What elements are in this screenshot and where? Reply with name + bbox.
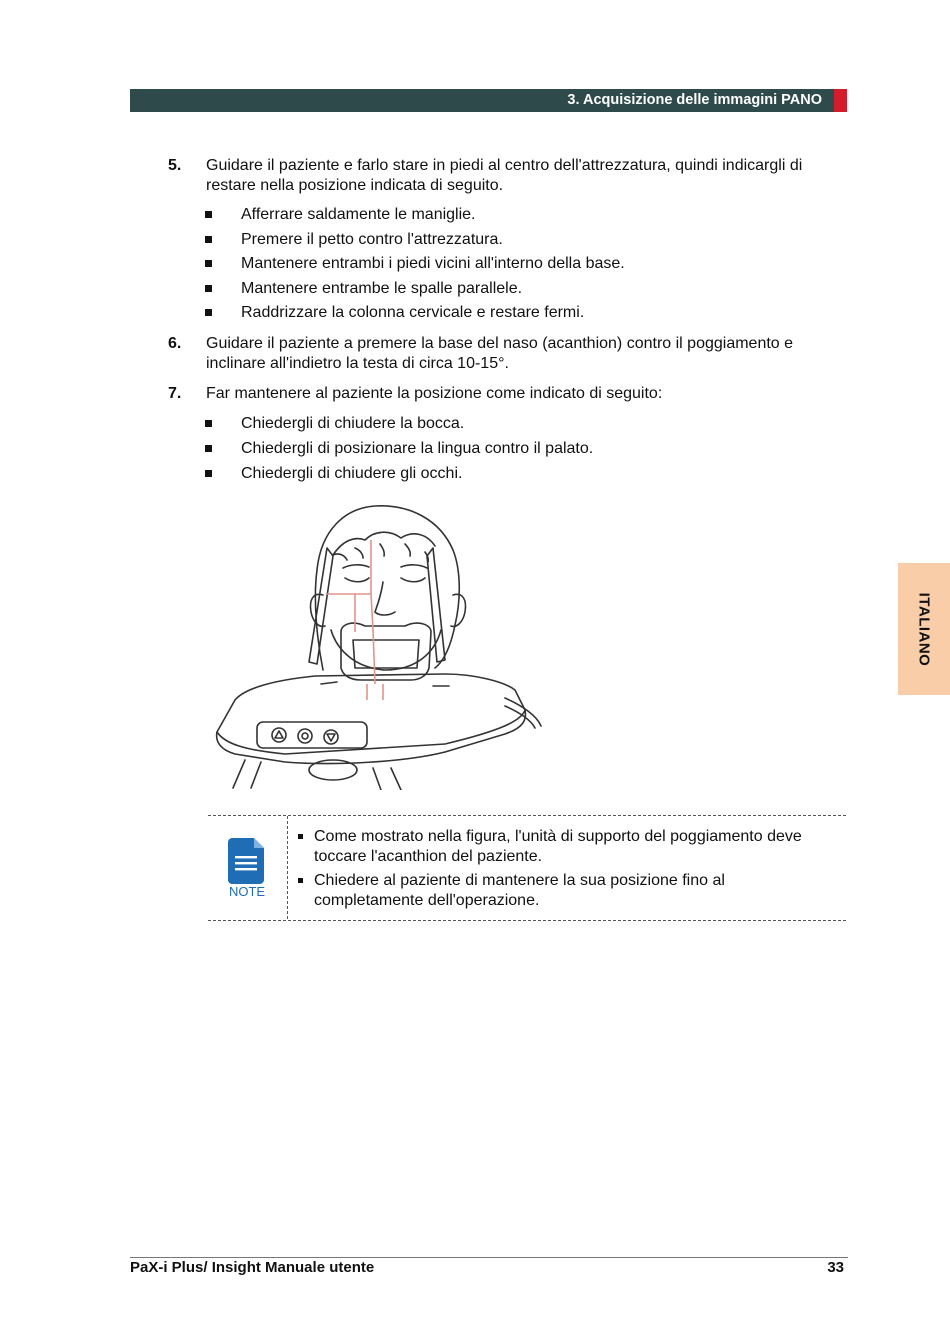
bullet-square-icon	[205, 285, 212, 292]
note-divider	[287, 816, 288, 919]
step-number: 5.	[168, 157, 182, 174]
step-5	[168, 156, 848, 196]
step-text: Guidare il paziente a premere la base del naso (acanthion) contro il poggiamento e inclinare all'indietro la testa di circa 10-15°.	[206, 335, 794, 372]
list-item: Mantenere entrambi i piedi vicini all'interno della base.	[205, 254, 625, 274]
step-number: 7.	[168, 385, 182, 402]
bullet-square-icon	[298, 834, 303, 839]
step-7	[168, 384, 848, 404]
list-item: Chiedergli di chiudere gli occhi.	[205, 464, 462, 484]
note-icon-label: NOTE	[228, 884, 266, 898]
language-tab-label: ITALIANO	[915, 592, 933, 666]
document-note-icon	[226, 836, 270, 898]
note-item: Chiedere al paziente di mantenere la sua posizione fino al completamente dell'operazione.	[298, 871, 838, 911]
list-item: Premere il petto contro l'attrezzatura.	[205, 230, 503, 250]
bullet-square-icon	[205, 470, 212, 477]
header-accent-block	[834, 89, 847, 112]
bullet-square-icon	[205, 420, 212, 427]
list-item: Afferrare saldamente le maniglie.	[205, 205, 476, 225]
list-item: Mantenere entrambe le spalle parallele.	[205, 279, 522, 299]
bullet-square-icon	[298, 878, 303, 883]
bullet-square-icon	[205, 260, 212, 267]
footer-manual-title: PaX-i Plus/ Insight Manuale utente	[130, 1259, 375, 1276]
footer-divider	[130, 1257, 848, 1258]
patient-positioning-illustration	[205, 500, 545, 790]
step-text: Far mantenere al paziente la posizione come indicato di seguito:	[206, 385, 663, 402]
step-6	[168, 334, 848, 374]
bullet-square-icon	[205, 445, 212, 452]
list-item: Chiedergli di chiudere la bocca.	[205, 414, 464, 434]
bullet-square-icon	[205, 236, 212, 243]
page-number: 33	[827, 1259, 844, 1276]
list-item: Raddrizzare la colonna cervicale e restare fermi.	[205, 303, 584, 323]
list-item: Chiedergli di posizionare la lingua contro il palato.	[205, 439, 593, 459]
note-item: Come mostrato nella figura, l'unità di supporto del poggiamento deve toccare l'acanthion del paziente.	[298, 827, 838, 867]
section-title: 3. Acquisizione delle immagini PANO	[567, 92, 822, 108]
step-number: 6.	[168, 335, 182, 352]
bullet-square-icon	[205, 309, 212, 316]
step-text: Guidare il paziente e farlo stare in piedi al centro dell'attrezzatura, quindi indicargli di restare nella posizione indicata di seguito.	[206, 157, 803, 194]
bullet-square-icon	[205, 211, 212, 218]
